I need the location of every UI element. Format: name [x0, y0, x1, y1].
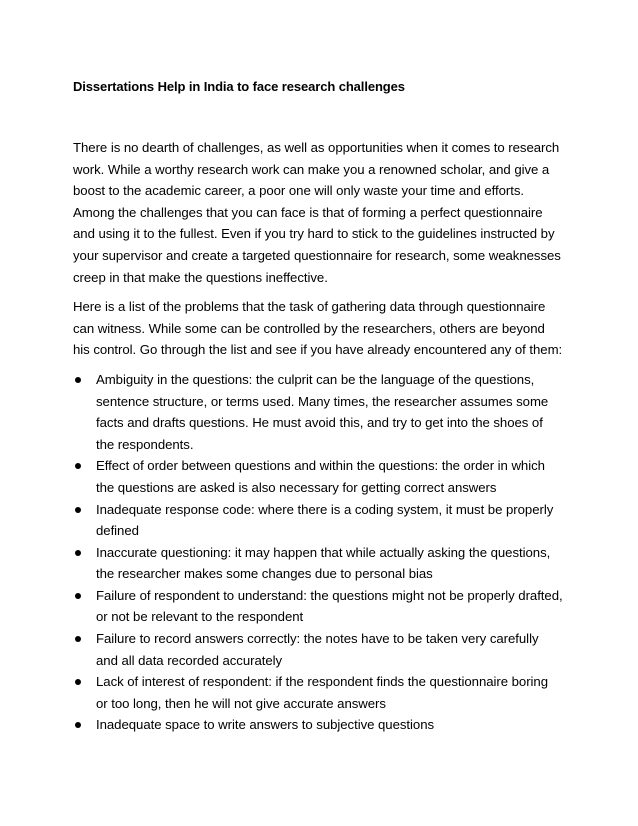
- list-item: [73, 369, 563, 455]
- bullet-icon: [75, 463, 81, 469]
- intro-paragraph: There is no dearth of challenges, as well as opportunities when it comes to research work. While a worthy research work can make you a renowned scholar, and give a boost to the academic career, a poor one will only waste your time and efforts. Among the challenges that you can face is that of forming a perfect questionnaire and using it to the fullest. Even if you try hard to stick to the guidelines instructed by your supervisor and create a targeted questionnaire for research, some weaknesses creep in that make the questions ineffective.: [73, 140, 561, 285]
- list-item: [73, 671, 563, 714]
- list-item-text: Inadequate space to write answers to subjective questions: [96, 717, 435, 733]
- list-item-text: Failure to record answers correctly: the notes have to be taken very carefully and all data recorded accurately: [96, 631, 539, 668]
- list-item-text: Lack of interest of respondent: if the respondent finds the questionnaire boring or too long, then he will not give accurate answers: [96, 674, 548, 711]
- list-item: [73, 714, 563, 736]
- list-item: [73, 499, 563, 542]
- bullet-icon: [75, 593, 81, 599]
- list-item-text: Inaccurate questioning: it may happen that while actually asking the questions, the researcher makes some changes due to personal bias: [96, 544, 551, 582]
- bullet-icon: [75, 722, 81, 728]
- problem-list: [73, 369, 563, 736]
- bullet-icon: [75, 507, 81, 513]
- list-item: [73, 542, 563, 585]
- list-item: [73, 455, 563, 498]
- document-title: Dissertations Help in India to face research challenges: [73, 79, 405, 94]
- document-body: [73, 137, 563, 736]
- bullet-icon: [75, 550, 81, 556]
- list-item-text: Effect of order between questions and within the questions: the order in which the questions are asked is also necessary for getting correct answers: [96, 458, 545, 495]
- bullet-icon: [75, 377, 81, 383]
- bullet-icon: [75, 636, 81, 642]
- list-item-text: Failure of respondent to understand: the questions might not be properly drafted, or not be relevant to the respondent: [96, 587, 563, 625]
- list-item: [73, 585, 563, 628]
- list-item-text: Ambiguity in the questions: the culprit can be the language of the questions, sentence structure, or terms used. Many times, the researcher assumes some facts and drafts questions. He must avoid this, and try to get into the shoes of the respondents.: [96, 371, 549, 452]
- list-intro-paragraph: Here is a list of the problems that the task of gathering data through questionnaire can witness. While some can be controlled by the researchers, others are beyond his control. Go through the list and see if you have already encountered any of them:: [73, 299, 563, 358]
- bullet-icon: [75, 679, 81, 685]
- list-item: [73, 628, 563, 671]
- list-item-text: Inadequate response code: where there is a coding system, it must be properly defined: [96, 501, 554, 539]
